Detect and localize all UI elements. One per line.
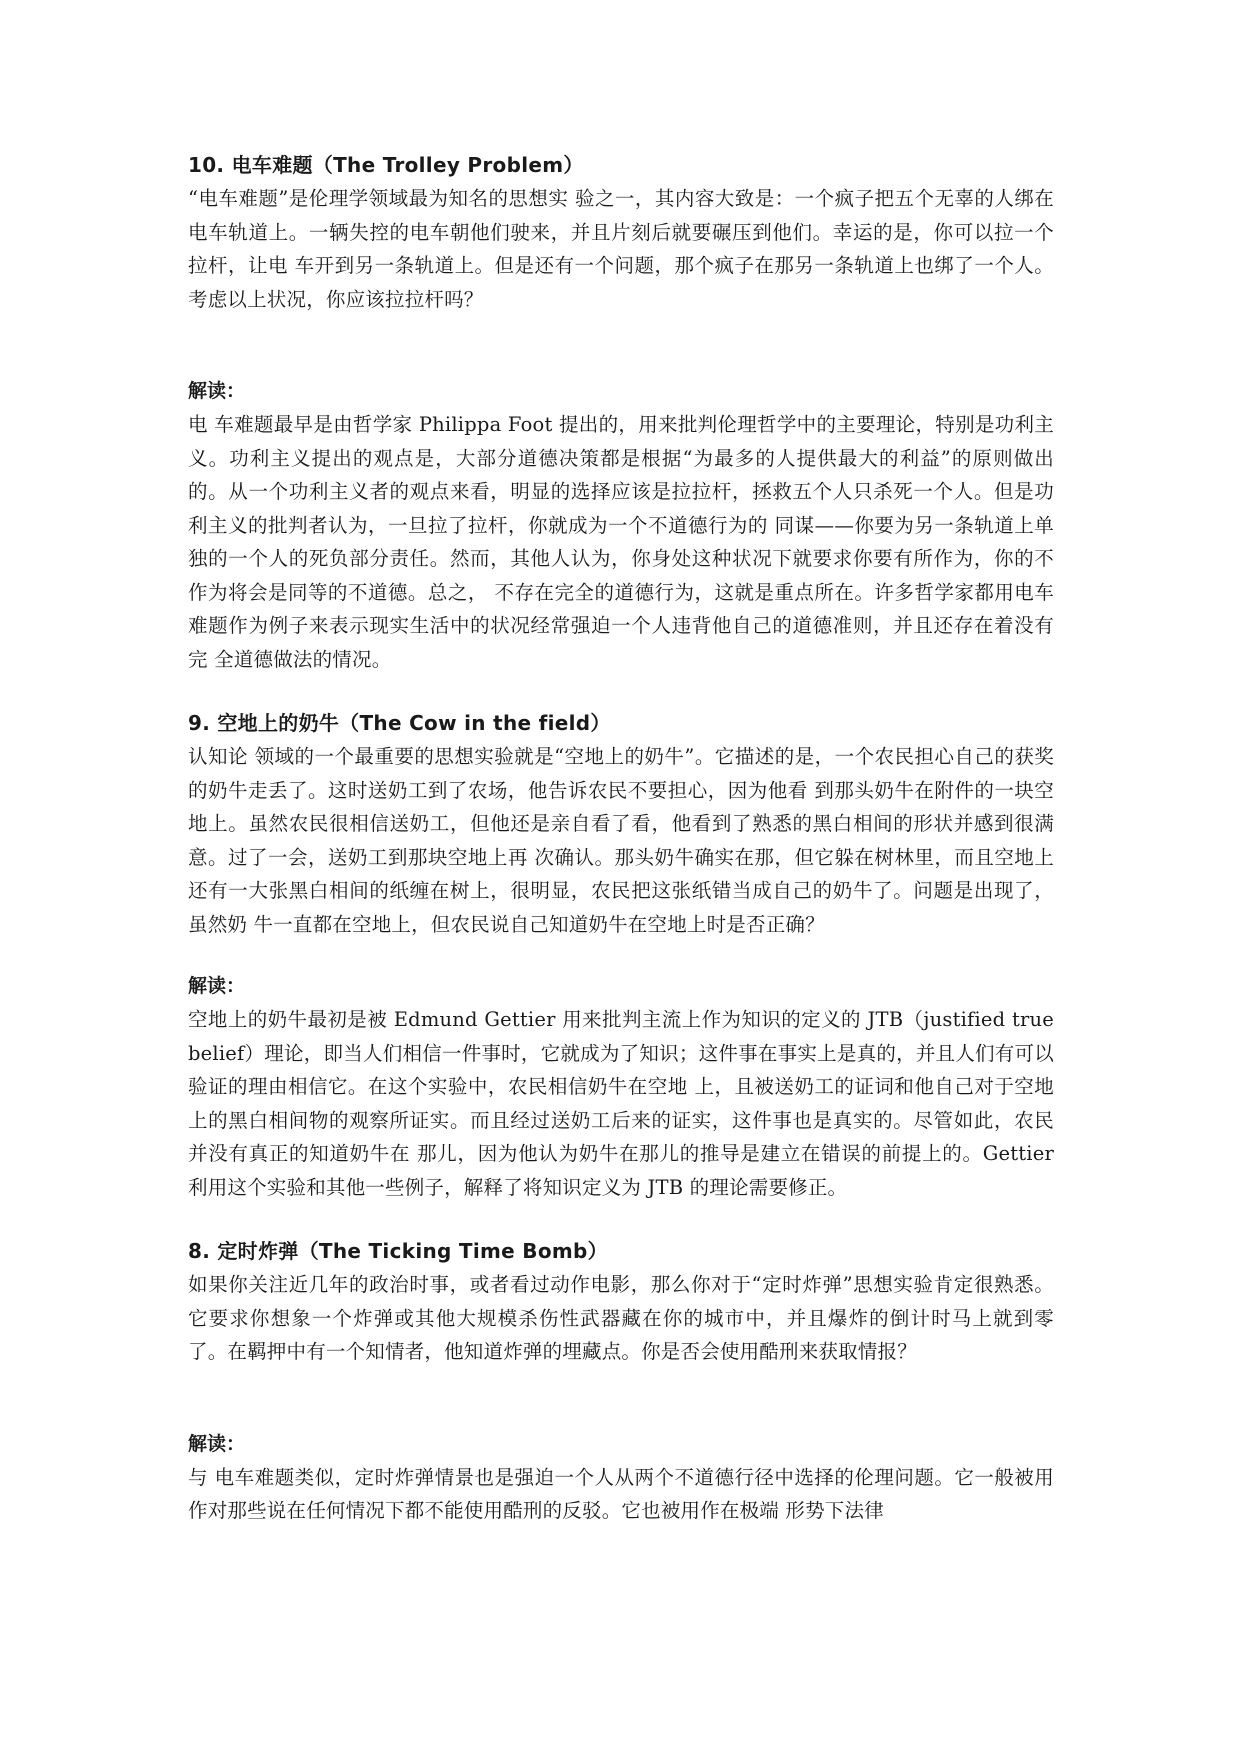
section-body: “电车难题”是伦理学领域最为知名的思想实 验之一，其内容大致是：一个疯子把五个无辜的人绑在电车轨道上。一辆失控的电车朝他们驶来，并且片刻后就要碾压到他们。幸运的是，你可以拉一个拉杆，让电 车开到另一条轨道上。但是还有一个问题，那个疯子在那另一条轨道上也绑了一个人。考虑以上状况，你应该拉拉杆吗？ <box>188 187 1054 311</box>
section-title: 8. 定时炸弹（The Ticking Time Bomb） <box>188 1239 608 1263</box>
section-body: 认知论 领域的一个最重要的思想实验就是“空地上的奶牛”。它描述的是，一个农民担心自己的获奖的奶牛走丢了。这时送奶工到了农场，他告诉农民不要担心，因为他看 到那头奶牛在附件的一块空地上。虽然农民很相信送奶工，但他还是亲自看了看，他看到了熟悉的黑白相间的形状并感到很满意。过了一会，送奶工到那块空地上再 次确认。那头奶牛确实在那，但它躲在树林里，而且空地上还有一大张黑白相间的纸缠在树上，很明显，农民把这张纸错当成自己的奶牛了。问题是出现了，虽然奶 牛一直都在空地上，但农民说自己知道奶牛在空地上时是否正确？ <box>188 745 1054 936</box>
section-cow-in-the-field <box>188 706 1054 1204</box>
interpretation-label: 解读： <box>188 380 246 402</box>
document-page <box>188 148 1054 1528</box>
section-trolley-problem <box>188 148 1054 676</box>
interpretation-body: 空地上的奶牛最初是被 Edmund Gettier 用来批判主流上作为知识的定义的 JTB（justified true belief）理论，即当人们相信一件事时，它就成为了知识；这件事在事实上是真的，并且人们有可以验证的理由相信它。在这个实验中，农民相信奶牛在空地 上，且被送奶工的证词和他自己对于空地上的黑白相间物的观察所证实。而且经过送奶工后来的证实，这件事也是真实的。尽管如此，农民并没有真正的知道奶牛在 那儿，因为他认为奶牛在那儿的推导是建立在错误的前提上的。Gettier 利用这个实验和其他一些例子，解释了将知识定义为 JTB 的理论需要修正。 <box>188 1008 1054 1199</box>
interpretation-body: 与 电车难题类似，定时炸弹情景也是强迫一个人从两个不道德行径中选择的伦理问题。它一般被用作对那些说在任何情况下都不能使用酷刑的反驳。它也被用作在极端 形势下法律 <box>188 1465 1054 1522</box>
section-title: 10. 电车难题（The Trolley Problem） <box>188 153 584 177</box>
section-ticking-time-bomb <box>188 1234 1054 1528</box>
interpretation-label: 解读： <box>188 1432 246 1455</box>
section-body: 如果你关注近几年的政治时事，或者看过动作电影，那么你对于“定时炸弹”思想实验肯定很熟悉。它要求你想象一个炸弹或其他大规模杀伤性武器藏在你的城市中，并且爆炸的倒计时马上就到零了。在羁押中有一个知情者，他知道炸弹的埋藏点。你是否会使用酷刑来获取情报？ <box>188 1273 1054 1363</box>
interpretation-label: 解读： <box>188 975 246 997</box>
interpretation-body: 电 车难题最早是由哲学家 Philippa Foot 提出的，用来批判伦理哲学中的主要理论，特别是功利主义。功利主义提出的观点是，大部分道德决策都是根据“为最多的人提供最大的利益”的原则做出 的。从一个功利主义者的观点来看，明显的选择应该是拉拉杆，拯救五个人只杀死一个人。但是功利主义的批判者认为，一旦拉了拉杆，你就成为一个不道德行为的 同谋——你要为另一条轨道上单独的一个人的死负部分责任。然而，其他人认为，你身处这种状况下就要求你要有所作为，你的不作为将会是同等的不道德。总之， 不存在完全的道德行为，这就是重点所在。许多哲学家都用电车难题作为例子来表示现实生活中的状况经常强迫一个人违背他自己的道德准则，并且还存在着没有完 全道德做法的情况。 <box>188 413 1054 671</box>
section-title: 9. 空地上的奶牛（The Cow in the field） <box>188 711 611 735</box>
